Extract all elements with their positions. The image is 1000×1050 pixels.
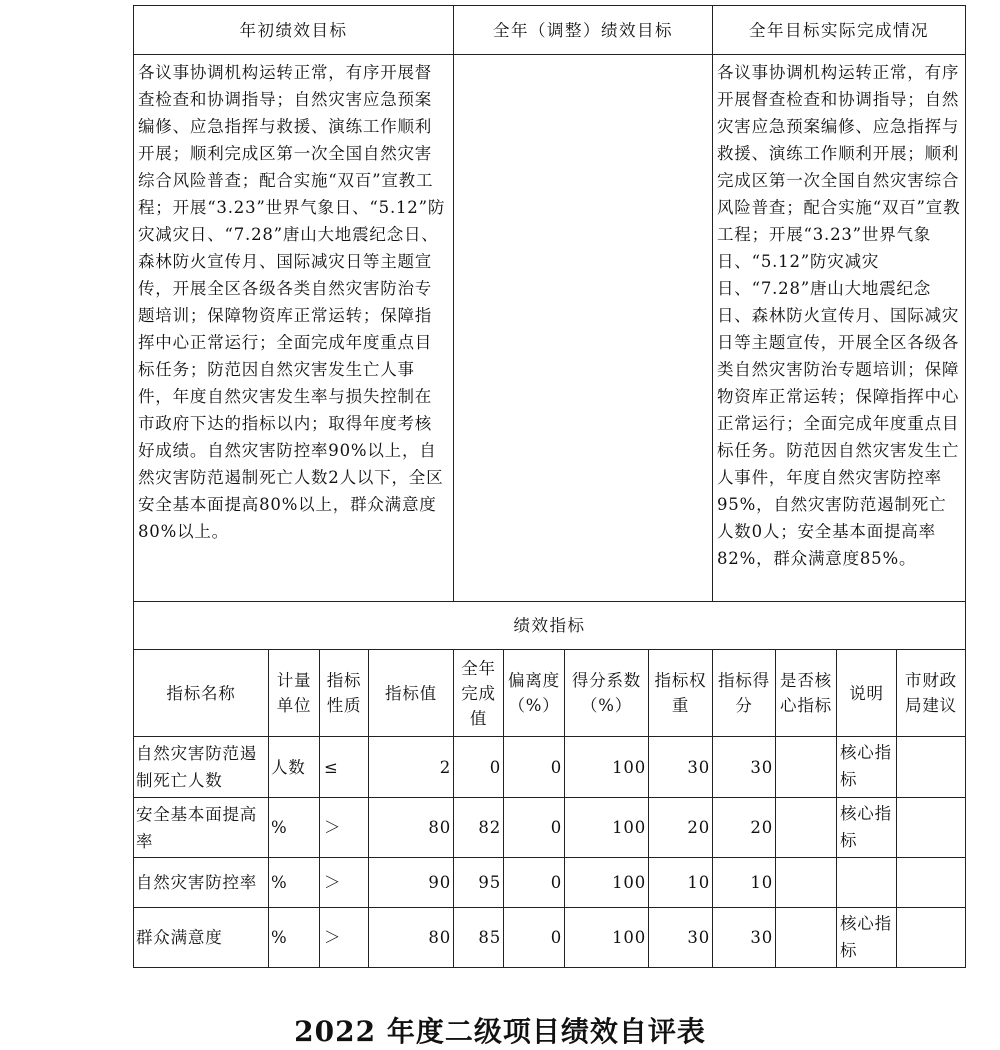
metric-name: 自然灾害防范遏制死亡人数 xyxy=(134,737,269,798)
col-header-coef: 得分系数（%） xyxy=(565,650,649,737)
metric-advice xyxy=(897,908,966,968)
metric-weight: 10 xyxy=(649,858,713,908)
metrics-section-title: 绩效指标 xyxy=(134,602,966,650)
table-row xyxy=(134,798,966,858)
metric-deviation: 0 xyxy=(504,737,565,798)
metric-deviation: 0 xyxy=(504,858,565,908)
table-row xyxy=(134,737,966,798)
metric-nature: ＞ xyxy=(320,908,369,968)
metric-note xyxy=(837,858,897,908)
performance-sheet xyxy=(133,5,965,968)
metric-coef: 100 xyxy=(565,908,649,968)
actual-completion-text: 各议事协调机构运转正常，有序开展督查检查和协调指导；自然灾害应急预案编修、应急指挥与救援、演练工作顺利开展；顺利完成区第一次全国自然灾害综合风险普查；配合实施“双百”宣教工程；开展“3.23”世界气象日、“5.12”防灾减灾日、“7.28”唐山大地震纪念日、森林防火宣传月、国际减灾日等主题宣传，开展全区各级各类自然灾害防治专题培训；保障物资库正常运转；保障指挥中心正常运行；全面完成年度重点目标任务。防范因自然灾害发生亡人事件，年度自然灾害防控率95%，自然灾害防范遏制死亡人数0人；安全基本面提高率82%，群众满意度85%。 xyxy=(713,55,966,602)
metric-weight: 30 xyxy=(649,908,713,968)
metric-name: 安全基本面提高率 xyxy=(134,798,269,858)
metric-score: 10 xyxy=(713,858,776,908)
metric-target: 2 xyxy=(369,737,454,798)
metric-advice xyxy=(897,798,966,858)
metric-unit: 人数 xyxy=(269,737,320,798)
col-header-nature: 指标性质 xyxy=(320,650,369,737)
metric-score: 20 xyxy=(713,798,776,858)
metric-nature: ≤ xyxy=(320,737,369,798)
metric-score: 30 xyxy=(713,908,776,968)
metric-note: 核心指标 xyxy=(837,908,897,968)
metric-name: 自然灾害防控率 xyxy=(134,858,269,908)
metric-actual: 82 xyxy=(454,798,504,858)
metric-coef: 100 xyxy=(565,737,649,798)
metric-nature: ＞ xyxy=(320,798,369,858)
metric-deviation: 0 xyxy=(504,908,565,968)
metric-advice xyxy=(897,737,966,798)
col-header-actual: 全年完成值 xyxy=(454,650,504,737)
metric-nature: ＞ xyxy=(320,858,369,908)
col-header-advice: 市财政局建议 xyxy=(897,650,966,737)
col-header-core: 是否核心指标 xyxy=(776,650,837,737)
col-header-note: 说明 xyxy=(837,650,897,737)
col-header-unit: 计量单位 xyxy=(269,650,320,737)
table-row xyxy=(134,858,966,908)
adjusted-target-text xyxy=(454,55,713,602)
metric-coef: 100 xyxy=(565,798,649,858)
metric-unit: % xyxy=(269,858,320,908)
metric-name: 群众满意度 xyxy=(134,908,269,968)
metric-weight: 30 xyxy=(649,737,713,798)
targets-header-row xyxy=(134,6,966,55)
col-header-deviation: 偏离度（%） xyxy=(504,650,565,737)
targets-body-row xyxy=(134,55,966,602)
metric-target: 80 xyxy=(369,798,454,858)
metric-coef: 100 xyxy=(565,858,649,908)
metric-note: 核心指标 xyxy=(837,737,897,798)
metric-advice xyxy=(897,858,966,908)
actual-completion-header: 全年目标实际完成情况 xyxy=(713,6,966,55)
col-header-target: 指标值 xyxy=(369,650,454,737)
metric-actual: 95 xyxy=(454,858,504,908)
performance-table xyxy=(133,5,966,968)
metrics-title-row xyxy=(134,602,966,650)
metric-core xyxy=(776,798,837,858)
metric-target: 90 xyxy=(369,858,454,908)
metric-actual: 0 xyxy=(454,737,504,798)
metric-core xyxy=(776,858,837,908)
col-header-weight: 指标权重 xyxy=(649,650,713,737)
col-header-name: 指标名称 xyxy=(134,650,269,737)
initial-target-text: 各议事协调机构运转正常，有序开展督查检查和协调指导；自然灾害应急预案编修、应急指挥与救援、演练工作顺利开展；顺利完成区第一次全国自然灾害综合风险普查；配合实施“双百”宣教工程；开展“3.23”世界气象日、“5.12”防灾减灾日、“7.28”唐山大地震纪念日、森林防火宣传月、国际减灾日等主题宣传，开展全区各级各类自然灾害防治专题培训；保障物资库正常运转；保障指挥中心正常运行；全面完成年度重点目标任务；防范因自然灾害发生亡人事件，年度自然灾害发生率与损失控制在市政府下达的指标以内；取得年度考核好成绩。自然灾害防控率90%以上，自然灾害防范遏制死亡人数2人以下，全区安全基本面提高80%以上，群众满意度80%以上。 xyxy=(134,55,454,602)
adjusted-target-header: 全年（调整）绩效目标 xyxy=(454,6,713,55)
metric-core xyxy=(776,908,837,968)
metric-target: 80 xyxy=(369,908,454,968)
metric-note: 核心指标 xyxy=(837,798,897,858)
metric-unit: % xyxy=(269,908,320,968)
col-header-score: 指标得分 xyxy=(713,650,776,737)
metric-weight: 20 xyxy=(649,798,713,858)
page-title: 2022 年度二级项目绩效自评表 xyxy=(294,1015,706,1048)
table-row xyxy=(134,908,966,968)
metric-unit: % xyxy=(269,798,320,858)
metric-core xyxy=(776,737,837,798)
metric-actual: 85 xyxy=(454,908,504,968)
metric-score: 30 xyxy=(713,737,776,798)
metrics-header-row xyxy=(134,650,966,737)
metric-deviation: 0 xyxy=(504,798,565,858)
initial-target-header: 年初绩效目标 xyxy=(134,6,454,55)
